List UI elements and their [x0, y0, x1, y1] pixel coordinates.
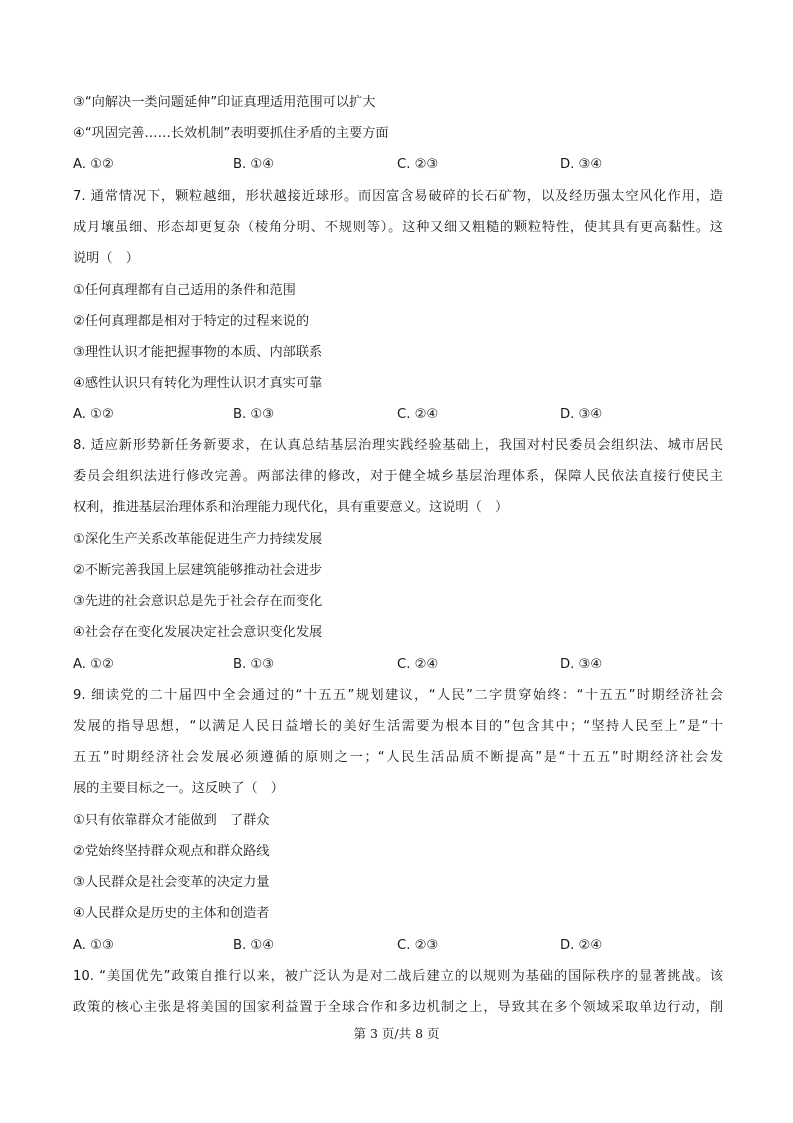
q9-option-c: C. ②③: [397, 938, 439, 953]
q10-stem-line-2: 政策的核心主张是将美国的国家利益置于全球合作和多边机制之上，导致其在多个领域采取单边行动，削: [73, 1000, 723, 1015]
q9-stem-line-1: 9. 细读党的二十届四中全会通过的“十五五”规划建议，“人民”二字贯穿始终：“十五五”时期经济社会: [73, 688, 723, 703]
q7-option-b: B. ①③: [233, 407, 275, 422]
q8-item-2: ②不断完善我国上层建筑能够推动社会进步: [73, 563, 323, 578]
q9-option-b: B. ①④: [233, 938, 275, 953]
q6-item-4: ④“巩固完善……长效机制”表明要抓住矛盾的主要方面: [73, 126, 389, 141]
q9-item-4: ④人民群众是历史的主体和创造者: [73, 906, 270, 921]
q9-options: [73, 936, 723, 956]
q6-option-a: A. ①②: [73, 157, 114, 172]
q6-option-d: D. ③④: [560, 157, 603, 172]
q9-stem-line-2: 发展的指导思想，“以满足人民日益增长的美好生活需要为根本目的”包含其中；“坚持人民至上”是“十: [73, 719, 723, 734]
q8-option-c: C. ②④: [397, 657, 439, 672]
q7-item-1: ①任何真理都有自己适用的条件和范围: [73, 283, 296, 298]
q6-option-c: C. ②③: [397, 157, 439, 172]
q8-stem-line-2: 委员会组织法进行修改完善。两部法律的修改，对于健全城乡基层治理体系，保障人民依法直接行使民主: [73, 469, 723, 484]
q6-option-b: B. ①④: [233, 157, 275, 172]
q9-item-3: ③人民群众是社会变革的决定力量: [73, 875, 270, 890]
q9-option-d: D. ②④: [560, 938, 603, 953]
q8-item-1: ①深化生产关系改革能促进生产力持续发展: [73, 532, 323, 547]
q8-item-3: ③先进的社会意识总是先于社会存在而变化: [73, 594, 323, 609]
q8-option-d: D. ③④: [560, 657, 603, 672]
q7-option-d: D. ③④: [560, 407, 603, 422]
q8-option-b: B. ①③: [233, 657, 275, 672]
q7-item-3: ③理性认识才能把握事物的本质、内部联系: [73, 345, 323, 360]
q8-item-4: ④社会存在变化发展决定社会意识变化发展: [73, 625, 323, 640]
q8-options: [73, 655, 723, 675]
q8-stem-line-1: 8. 适应新形势新任务新要求，在认真总结基层治理实践经验基础上，我国对村民委员会组织法、城市居民: [73, 438, 723, 453]
q7-stem-line-2: 成月壤虽细、形态却更复杂（棱角分明、不规则等）。这种又细又粗糙的颗粒特性，使其具有更高黏性。这: [73, 220, 723, 235]
q7-stem-line-1: 7. 通常情况下，颗粒越细，形状越接近球形。而因富含易破碎的长石矿物，以及经历强太空风化作用，造: [73, 189, 723, 204]
q7-item-4: ④感性认识只有转化为理性认识才真实可靠: [73, 376, 323, 391]
q7-item-2: ②任何真理都是相对于特定的过程来说的: [73, 314, 310, 329]
q7-options: [73, 405, 723, 425]
q8-stem-line-3: 权利，推进基层治理体系和治理能力现代化，具有重要意义。这说明（ ）: [73, 500, 509, 515]
q7-option-c: C. ②④: [397, 407, 439, 422]
q9-item-1: ①只有依靠群众才能做到 了群众: [73, 813, 270, 828]
q7-option-a: A. ①②: [73, 407, 114, 422]
q6-item-3: ③“向解决一类问题延伸”印证真理适用范围可以扩大: [73, 95, 376, 110]
q9-option-a: A. ①③: [73, 938, 114, 953]
q7-stem-line-3: 说明（ ）: [73, 251, 139, 266]
q8-option-a: A. ①②: [73, 657, 114, 672]
q9-stem-line-3: 五五”时期经济社会发展必须遵循的原则之一；“人民生活品质不断提高”是“十五五”时期经济社会发: [73, 750, 723, 765]
q6-options: [73, 155, 723, 175]
page-number-footer: 第 3 页/共 8 页: [353, 1026, 440, 1041]
q9-item-2: ②党始终坚持群众观点和群众路线: [73, 844, 270, 859]
q10-stem-line-1: 10. “美国优先”政策自推行以来，被广泛认为是对二战后建立的以规则为基础的国际秩序的显著挑战。该: [73, 969, 723, 984]
q9-stem-line-4: 展的主要目标之一。这反映了（ ）: [73, 781, 284, 796]
